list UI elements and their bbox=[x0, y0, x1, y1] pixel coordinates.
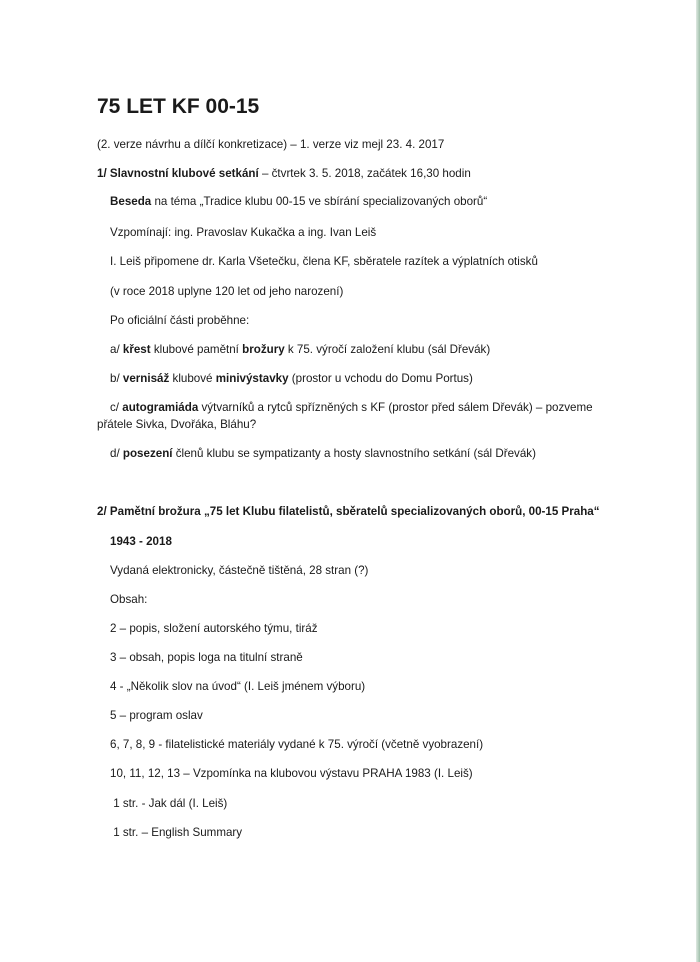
item-b-bold2: minivýstavky bbox=[215, 372, 289, 385]
item-a-bold1: křest bbox=[122, 343, 151, 356]
item-c-prefix: c/ bbox=[110, 401, 123, 414]
contents-item: 4 - „Několik slov na úvod“ (I. Leiš jménem výboru) bbox=[110, 680, 366, 693]
contents-item: 2 – popis, složení autorského týmu, tiráž bbox=[110, 622, 318, 635]
section1-heading-rest: – čtvrtek 3. 5. 2018, začátek 16,30 hodin bbox=[258, 167, 471, 180]
item-c-bold: autogramiáda bbox=[122, 401, 199, 414]
item-b-line bbox=[110, 371, 473, 386]
contents-item: 6, 7, 8, 9 - filatelistické materiály vydané k 75. výročí (včetně vyobrazení) bbox=[110, 738, 484, 751]
item-a-line bbox=[110, 342, 490, 357]
item-c-line bbox=[110, 400, 593, 415]
remind-line: I. Leiš připomene dr. Karla Všetečku, člena KF, sběratele razítek a výplatních otisků bbox=[110, 255, 538, 268]
item-b-rest: (prostor u vchodu do Domu Portus) bbox=[288, 372, 473, 385]
scan-edge bbox=[696, 0, 700, 962]
contents-item: 3 – obsah, popis loga na titulní straně bbox=[110, 651, 303, 664]
item-b-prefix: b/ bbox=[110, 372, 123, 385]
contents-item: 1 str. – English Summary bbox=[110, 826, 243, 839]
item-d-line bbox=[110, 446, 536, 461]
item-d-prefix: d/ bbox=[110, 447, 123, 460]
item-c-line2: přátele Sivka, Dvořáka, Bláhu? bbox=[97, 418, 257, 431]
item-a-prefix: a/ bbox=[110, 343, 123, 356]
years-line bbox=[110, 534, 172, 549]
memories-line: Vzpomínají: ing. Pravoslav Kukačka a ing. Ivan Leiš bbox=[110, 226, 377, 239]
contents-item: 5 – program oslav bbox=[110, 709, 203, 722]
anniversary-line: (v roce 2018 uplyne 120 let od jeho narození) bbox=[110, 285, 344, 298]
contents-label: Obsah: bbox=[110, 593, 148, 606]
item-b-mid: klubové bbox=[169, 372, 216, 385]
version-note: (2. verze návrhu a dílčí konkretizace) – 1. verze viz mejl 23. 4. 2017 bbox=[97, 138, 445, 151]
contents-item: 10, 11, 12, 13 – Vzpomínka na klubovou výstavu PRAHA 1983 (I. Leiš) bbox=[110, 767, 473, 780]
years-text: 1943 - 2018 bbox=[110, 535, 172, 548]
after-line: Po oficiální části proběhne: bbox=[110, 314, 250, 327]
section1-heading: 1/ Slavnostní klubové setkání bbox=[97, 167, 259, 180]
contents-item: 1 str. - Jak dál (I. Leiš) bbox=[110, 797, 228, 810]
item-a-mid: klubové pamětní bbox=[150, 343, 243, 356]
beseda-line bbox=[110, 194, 487, 209]
item-a-bold2: brožury bbox=[242, 343, 285, 356]
section2-heading-text: 2/ Pamětní brožura „75 let Klubu filatelistů, sběratelů specializovaných oborů, 00-15 Praha“ bbox=[97, 505, 600, 518]
beseda-label: Beseda bbox=[110, 195, 152, 208]
section2-heading bbox=[97, 504, 600, 519]
item-b-bold1: vernisáž bbox=[122, 372, 170, 385]
item-c-rest: výtvarníků a rytců spřízněných s KF (prostor před sálem Dřevák) – pozveme bbox=[198, 401, 593, 414]
item-d-rest: členů klubu se sympatizanty a hosty slavnostního setkání (sál Dřevák) bbox=[172, 447, 536, 460]
item-a-rest: k 75. výročí založení klubu (sál Dřevák) bbox=[284, 343, 491, 356]
beseda-text: na téma „Tradice klubu 00-15 ve sbírání specializovaných oborů“ bbox=[151, 195, 488, 208]
section1-heading-line bbox=[97, 166, 471, 181]
item-d-bold: posezení bbox=[122, 447, 173, 460]
page-title: 75 LET KF 00-15 bbox=[97, 95, 260, 118]
issued-line: Vydaná elektronicky, částečně tištěná, 28 stran (?) bbox=[110, 564, 369, 577]
